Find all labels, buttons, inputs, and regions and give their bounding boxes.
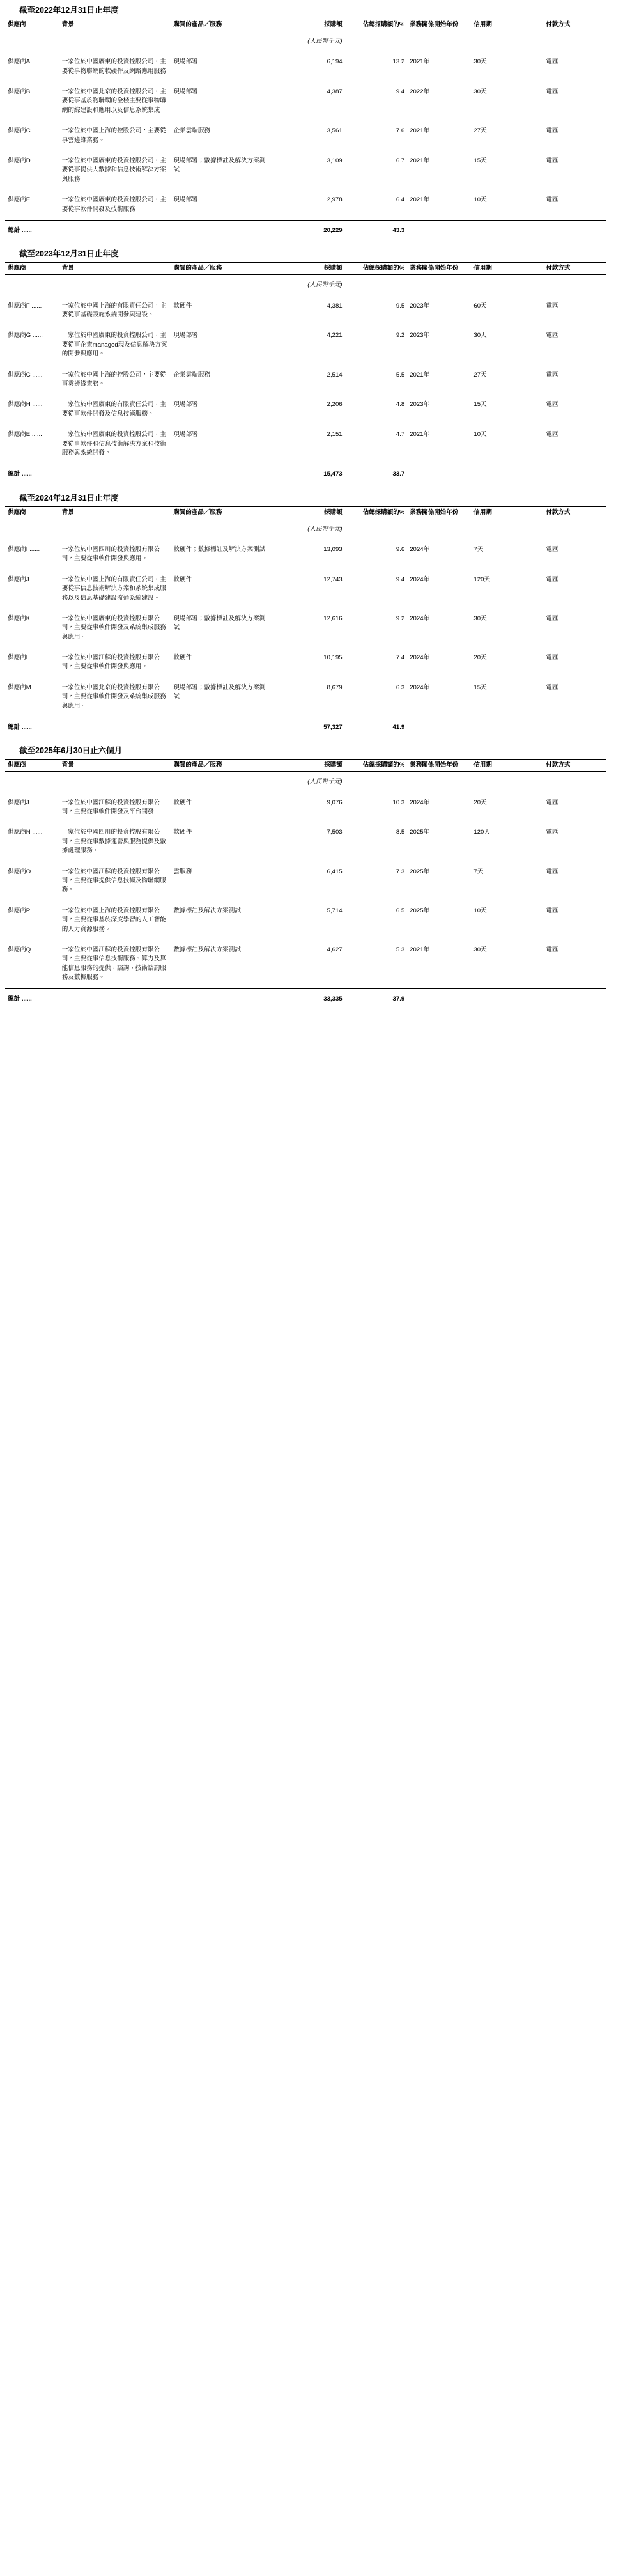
supplier-section <box>0 0 639 241</box>
purchase-amount: 7,503 <box>327 829 343 836</box>
purchase-amount: 4,221 <box>327 332 343 340</box>
supplier-label: 供應商B ...... <box>8 88 42 96</box>
col-header-credit: 信用期 <box>471 263 543 275</box>
total-pct: 43.3 <box>345 220 408 241</box>
purchase-amount: 2,978 <box>327 196 343 204</box>
col-header-supplier: 供應商 <box>5 263 59 275</box>
table-row <box>5 648 606 678</box>
purchased-products: 軟硬件；數據標註及解決方案測試 <box>173 545 266 553</box>
purchase-pct: 9.2 <box>396 614 405 622</box>
purchase-pct: 4.7 <box>396 431 405 439</box>
purchase-amount: 12,743 <box>323 575 343 583</box>
supplier-label: 供應商J ...... <box>8 799 42 806</box>
supplier-background: 一家位於中國上海的有限責任公司，主要從事基礎設施系統開發與建設。 <box>61 302 166 318</box>
payment-method: 電匯 <box>546 575 558 583</box>
col-header-background: 背景 <box>59 19 171 31</box>
total-label: 總計 ...... <box>5 717 59 738</box>
col-header-payment: 付款方式 <box>543 760 606 772</box>
table-row <box>5 151 606 190</box>
payment-method: 電匯 <box>546 907 558 914</box>
col-header-amount: 採購額 <box>269 506 344 519</box>
col-header-relationship: 業務關係開始年份 <box>407 760 471 772</box>
table-row <box>5 190 606 220</box>
supplier-label: 供應商L ...... <box>8 654 42 662</box>
credit-period: 10天 <box>473 196 487 204</box>
supplier-table <box>5 759 606 1010</box>
relationship-start-year: 2021年 <box>410 946 430 953</box>
supplier-background: 一家位於中國四川的投資控股有限公司，主要從事軟件開發與應用。 <box>61 545 160 563</box>
supplier-background: 一家位於中國廣東的投資控股公司，主要從事軟件和信息技術解決方案和技術服務與系統開發。 <box>61 431 166 457</box>
purchase-amount: 9,076 <box>327 799 343 806</box>
supplier-tables-page <box>0 0 639 1019</box>
supplier-label: 供應商M ...... <box>8 683 43 691</box>
credit-period: 20天 <box>473 799 487 806</box>
purchase-pct: 9.2 <box>396 332 405 340</box>
purchase-amount: 4,627 <box>327 946 343 953</box>
relationship-start-year: 2023年 <box>410 332 430 340</box>
supplier-label: 供應商E ...... <box>8 431 42 439</box>
relationship-start-year: 2021年 <box>410 58 430 66</box>
supplier-section <box>0 244 639 485</box>
total-amount: 15,473 <box>269 464 344 485</box>
col-header-relationship: 業務關係開始年份 <box>407 506 471 519</box>
purchase-pct: 9.6 <box>396 545 405 553</box>
col-header-background: 背景 <box>59 263 171 275</box>
purchased-products: 數據標註及解決方案測試 <box>173 907 241 914</box>
purchase-amount: 6,194 <box>327 58 343 66</box>
payment-method: 電匯 <box>546 88 558 96</box>
supplier-rows <box>5 296 606 485</box>
purchase-pct: 5.3 <box>396 946 405 953</box>
supplier-label: 供應商J ...... <box>8 575 42 583</box>
col-header-pct: 佔總採購額的% <box>345 506 408 519</box>
purchase-pct: 5.5 <box>396 371 405 379</box>
relationship-start-year: 2024年 <box>410 575 430 583</box>
col-header-credit: 信用期 <box>471 19 543 31</box>
supplier-background: 一家位於中國廣東的投資控股有限公司，主要從事軟件開發及系統集成服務與應用。 <box>61 614 166 641</box>
purchased-products: 軟硬件 <box>173 799 192 806</box>
supplier-background: 一家位於中國上海的控股公司，主要從事雲邊緣業務。 <box>61 127 166 144</box>
supplier-background: 一家位於中國北京的投資控股有限公司，主要從事軟件開發及系統集成服務與應用。 <box>61 683 166 710</box>
supplier-background: 一家位於中國廣東的投資控股公司，主要從事物聯網的軟硬件及網路應用服務 <box>61 58 166 75</box>
total-label: 總計 ...... <box>5 220 59 241</box>
table-row <box>5 296 606 326</box>
total-pct: 41.9 <box>345 717 408 738</box>
relationship-start-year: 2024年 <box>410 545 430 553</box>
supplier-label: 供應商N ...... <box>8 829 43 836</box>
supplier-section <box>0 740 639 1010</box>
col-header-supplier: 供應商 <box>5 760 59 772</box>
col-header-relationship: 業務關係開始年份 <box>407 19 471 31</box>
col-header-payment: 付款方式 <box>543 19 606 31</box>
total-label: 總計 ...... <box>5 988 59 1010</box>
table-row <box>5 540 606 570</box>
table-row <box>5 82 606 121</box>
payment-method: 電匯 <box>546 868 558 875</box>
supplier-rows <box>5 540 606 738</box>
purchase-pct: 8.5 <box>396 829 405 836</box>
relationship-start-year: 2023年 <box>410 302 430 309</box>
purchase-amount: 12,616 <box>323 614 343 622</box>
supplier-label: 供應商D ...... <box>8 157 43 164</box>
section-title: 截至2023年12月31日止年度 <box>19 249 119 259</box>
amount-unit-note: (人民幣千元) <box>307 778 343 786</box>
payment-method: 電匯 <box>546 799 558 806</box>
purchase-amount: 2,151 <box>327 431 343 439</box>
purchased-products: 軟硬件 <box>173 654 192 662</box>
relationship-start-year: 2021年 <box>410 196 430 204</box>
purchased-products: 現場部署 <box>173 196 198 204</box>
relationship-start-year: 2023年 <box>410 401 430 409</box>
purchased-products: 雲服務 <box>173 868 192 875</box>
purchased-products: 現場部署；數據標註及解決方案測試 <box>173 614 266 632</box>
col-header-background: 背景 <box>59 760 171 772</box>
supplier-table <box>5 262 606 485</box>
supplier-table <box>5 506 606 738</box>
payment-method: 電匯 <box>546 946 558 953</box>
purchased-products: 現場部署 <box>173 332 198 340</box>
purchased-products: 企業雲端服務 <box>173 127 210 135</box>
payment-method: 電匯 <box>546 332 558 340</box>
col-header-products: 購買的產品／服務 <box>171 760 269 772</box>
table-row <box>5 822 606 861</box>
credit-period: 15天 <box>473 157 487 164</box>
payment-method: 電匯 <box>546 431 558 439</box>
supplier-label: 供應商P ...... <box>8 907 42 914</box>
supplier-background: 一家位於中國上海的投資控股有限公司，主要從事基於深度學習的人工智能的人力資源服務。 <box>61 907 166 933</box>
payment-method: 電匯 <box>546 614 558 622</box>
purchase-pct: 9.4 <box>396 575 405 583</box>
credit-period: 30天 <box>473 58 487 66</box>
supplier-background: 一家位於中國廣東的投資控股公司，主要從事軟件開發及技術服務 <box>61 196 166 213</box>
purchase-amount: 3,561 <box>327 127 343 135</box>
supplier-background: 一家位於中國廣東的投資控股公司，主要從事提供大數據和信息技術解決方案與服務 <box>61 157 166 183</box>
payment-method: 電匯 <box>546 401 558 409</box>
purchase-pct: 6.5 <box>396 907 405 914</box>
payment-method: 電匯 <box>546 371 558 379</box>
purchased-products: 軟硬件 <box>173 302 192 309</box>
credit-period: 27天 <box>473 127 487 135</box>
col-header-credit: 信用期 <box>471 506 543 519</box>
purchased-products: 現場部署 <box>173 58 198 66</box>
section-title: 截至2024年12月31日止年度 <box>19 493 119 503</box>
supplier-background: 一家位於中國上海的控股公司，主要從事雲邊緣業務。 <box>61 371 166 387</box>
purchase-amount: 4,387 <box>327 88 343 96</box>
credit-period: 30天 <box>473 88 487 96</box>
purchase-amount: 3,109 <box>327 157 343 164</box>
supplier-label: 供應商E ...... <box>8 196 42 204</box>
credit-period: 30天 <box>473 332 487 340</box>
col-header-relationship: 業務關係開始年份 <box>407 263 471 275</box>
table-row <box>5 365 606 395</box>
credit-period: 30天 <box>473 614 487 622</box>
supplier-label: 供應商F ...... <box>8 302 42 309</box>
relationship-start-year: 2022年 <box>410 88 430 96</box>
relationship-start-year: 2021年 <box>410 157 430 164</box>
supplier-background: 一家位於中國江蘇的投資控股有限公司，主要從事軟件開發與應用。 <box>61 654 160 671</box>
supplier-background: 一家位於中國廣東的有限責任公司，主要從事軟件開發及信息技術服務。 <box>61 401 166 418</box>
table-row <box>5 425 606 464</box>
total-row <box>5 220 606 241</box>
purchase-pct: 10.3 <box>392 799 405 806</box>
purchase-pct: 6.3 <box>396 683 405 691</box>
credit-period: 120天 <box>473 829 490 836</box>
purchase-pct: 6.4 <box>396 196 405 204</box>
purchase-amount: 10,195 <box>323 654 343 662</box>
relationship-start-year: 2024年 <box>410 799 430 806</box>
purchased-products: 軟硬件 <box>173 829 192 836</box>
supplier-section <box>0 488 639 738</box>
col-header-amount: 採購額 <box>269 19 344 31</box>
relationship-start-year: 2021年 <box>410 431 430 439</box>
relationship-start-year: 2025年 <box>410 907 430 914</box>
total-amount: 57,327 <box>269 717 344 738</box>
supplier-background: 一家位於中國江蘇的投資控股有限公司，主要從事提供信息技術及物聯網服務。 <box>61 868 166 894</box>
purchased-products: 數據標註及解決方案測試 <box>173 946 241 953</box>
table-row <box>5 394 606 425</box>
col-header-payment: 付款方式 <box>543 506 606 519</box>
supplier-label: 供應商K ...... <box>8 614 42 622</box>
table-row <box>5 121 606 151</box>
col-header-products: 購買的產品／服務 <box>171 263 269 275</box>
supplier-label: 供應商O ...... <box>8 868 43 875</box>
table-row <box>5 862 606 901</box>
section-title: 截至2025年6月30日止六個月 <box>19 746 123 756</box>
amount-unit-note: (人民幣千元) <box>307 37 343 45</box>
payment-method: 電匯 <box>546 58 558 66</box>
purchased-products: 現場部署；數據標註及解決方案測試 <box>173 683 266 701</box>
purchase-pct: 9.5 <box>396 302 405 309</box>
col-header-amount: 採購額 <box>269 263 344 275</box>
credit-period: 7天 <box>473 868 484 875</box>
purchase-pct: 7.3 <box>396 868 405 875</box>
total-row <box>5 988 606 1010</box>
total-row <box>5 464 606 485</box>
payment-method: 電匯 <box>546 654 558 662</box>
credit-period: 120天 <box>473 575 490 583</box>
purchased-products: 現場部署 <box>173 431 198 439</box>
purchase-amount: 13,093 <box>323 545 343 553</box>
purchase-pct: 7.4 <box>396 654 405 662</box>
purchase-amount: 2,514 <box>327 371 343 379</box>
supplier-background: 一家位於中國北京的投資控股公司，主要從事基於物聯網的全棧主要從事物聯網的綜建設和應用以及信息系統集成 <box>61 88 166 114</box>
purchased-products: 現場部署 <box>173 401 198 409</box>
relationship-start-year: 2024年 <box>410 654 430 662</box>
supplier-background: 一家位於中國江蘇的投資控股有限公司，主要從事信息技術服務、算力及算能信息服務的提供，諮詢、技術諮詢服務及數據服務。 <box>61 946 166 981</box>
supplier-background: 一家位於中國上海的有限責任公司，主要從事信息技術解決方案和系統集成服務以及信息基礎建設流通系統建設。 <box>61 575 166 602</box>
table-row <box>5 570 606 609</box>
table-row <box>5 609 606 648</box>
supplier-background: 一家位於中國廣東的投資控股公司，主要從事企業managed現及信息解決方案的開發與應用。 <box>61 332 167 358</box>
credit-period: 10天 <box>473 907 487 914</box>
purchase-amount: 8,679 <box>327 683 343 691</box>
col-header-products: 購買的產品／服務 <box>171 19 269 31</box>
relationship-start-year: 2024年 <box>410 614 430 622</box>
purchase-pct: 4.8 <box>396 401 405 409</box>
purchased-products: 現場部署；數據標註及解決方案測試 <box>173 157 266 174</box>
relationship-start-year: 2025年 <box>410 829 430 836</box>
supplier-label: 供應商I ...... <box>8 545 40 553</box>
col-header-payment: 付款方式 <box>543 263 606 275</box>
supplier-background: 一家位於中國四川的投資控股有限公司，主要從事數據運營與服務提供及數據處理服務。 <box>61 829 166 855</box>
col-header-supplier: 供應商 <box>5 506 59 519</box>
payment-method: 電匯 <box>546 302 558 309</box>
sections-container <box>0 0 639 1010</box>
purchase-amount: 4,381 <box>327 302 343 309</box>
credit-period: 15天 <box>473 401 487 409</box>
purchase-amount: 5,714 <box>327 907 343 914</box>
total-row <box>5 717 606 738</box>
purchase-pct: 6.7 <box>396 157 405 164</box>
amount-unit-note: (人民幣千元) <box>307 525 343 533</box>
purchased-products: 企業雲端服務 <box>173 371 210 379</box>
payment-method: 電匯 <box>546 829 558 836</box>
credit-period: 7天 <box>473 545 484 553</box>
payment-method: 電匯 <box>546 545 558 553</box>
col-header-credit: 信用期 <box>471 760 543 772</box>
supplier-label: 供應商C ...... <box>8 371 43 379</box>
credit-period: 30天 <box>473 946 487 953</box>
table-row <box>5 940 606 988</box>
col-header-background: 背景 <box>59 506 171 519</box>
col-header-amount: 採購額 <box>269 760 344 772</box>
purchase-amount: 6,415 <box>327 868 343 875</box>
purchase-pct: 9.4 <box>396 88 405 96</box>
table-row <box>5 52 606 82</box>
col-header-supplier: 供應商 <box>5 19 59 31</box>
supplier-label: 供應商A ...... <box>8 58 42 66</box>
credit-period: 10天 <box>473 431 487 439</box>
supplier-table <box>5 19 606 241</box>
payment-method: 電匯 <box>546 127 558 135</box>
payment-method: 電匯 <box>546 157 558 164</box>
purchased-products: 軟硬件 <box>173 575 192 583</box>
amount-unit-note: (人民幣千元) <box>307 281 343 289</box>
total-pct: 33.7 <box>345 464 408 485</box>
supplier-background: 一家位於中國江蘇的投資控股有限公司，主要從事軟件開發及平台開發 <box>61 799 160 816</box>
supplier-label: 供應商C ...... <box>8 127 43 135</box>
total-pct: 37.9 <box>345 988 408 1010</box>
total-label: 總計 ...... <box>5 464 59 485</box>
table-row <box>5 678 606 717</box>
supplier-label: 供應商Q ...... <box>8 946 43 953</box>
relationship-start-year: 2021年 <box>410 371 430 379</box>
purchase-pct: 13.2 <box>392 58 405 66</box>
table-row <box>5 325 606 364</box>
credit-period: 27天 <box>473 371 487 379</box>
payment-method: 電匯 <box>546 196 558 204</box>
supplier-label: 供應商G ...... <box>8 332 43 340</box>
col-header-pct: 佔總採購額的% <box>345 19 408 31</box>
relationship-start-year: 2025年 <box>410 868 430 875</box>
credit-period: 20天 <box>473 654 487 662</box>
purchased-products: 現場部署 <box>173 88 198 96</box>
credit-period: 15天 <box>473 683 487 691</box>
total-amount: 20,229 <box>269 220 344 241</box>
table-row <box>5 793 606 823</box>
purchase-amount: 2,206 <box>327 401 343 409</box>
total-amount: 33,335 <box>269 988 344 1010</box>
col-header-products: 購買的產品／服務 <box>171 506 269 519</box>
relationship-start-year: 2021年 <box>410 127 430 135</box>
col-header-pct: 佔總採購額的% <box>345 760 408 772</box>
supplier-rows <box>5 52 606 241</box>
purchase-pct: 7.6 <box>396 127 405 135</box>
table-row <box>5 901 606 940</box>
col-header-pct: 佔總採購額的% <box>345 263 408 275</box>
section-title: 截至2022年12月31日止年度 <box>19 6 119 15</box>
supplier-rows <box>5 793 606 1010</box>
credit-period: 60天 <box>473 302 487 309</box>
supplier-label: 供應商H ...... <box>8 401 43 409</box>
relationship-start-year: 2024年 <box>410 683 430 691</box>
payment-method: 電匯 <box>546 683 558 691</box>
